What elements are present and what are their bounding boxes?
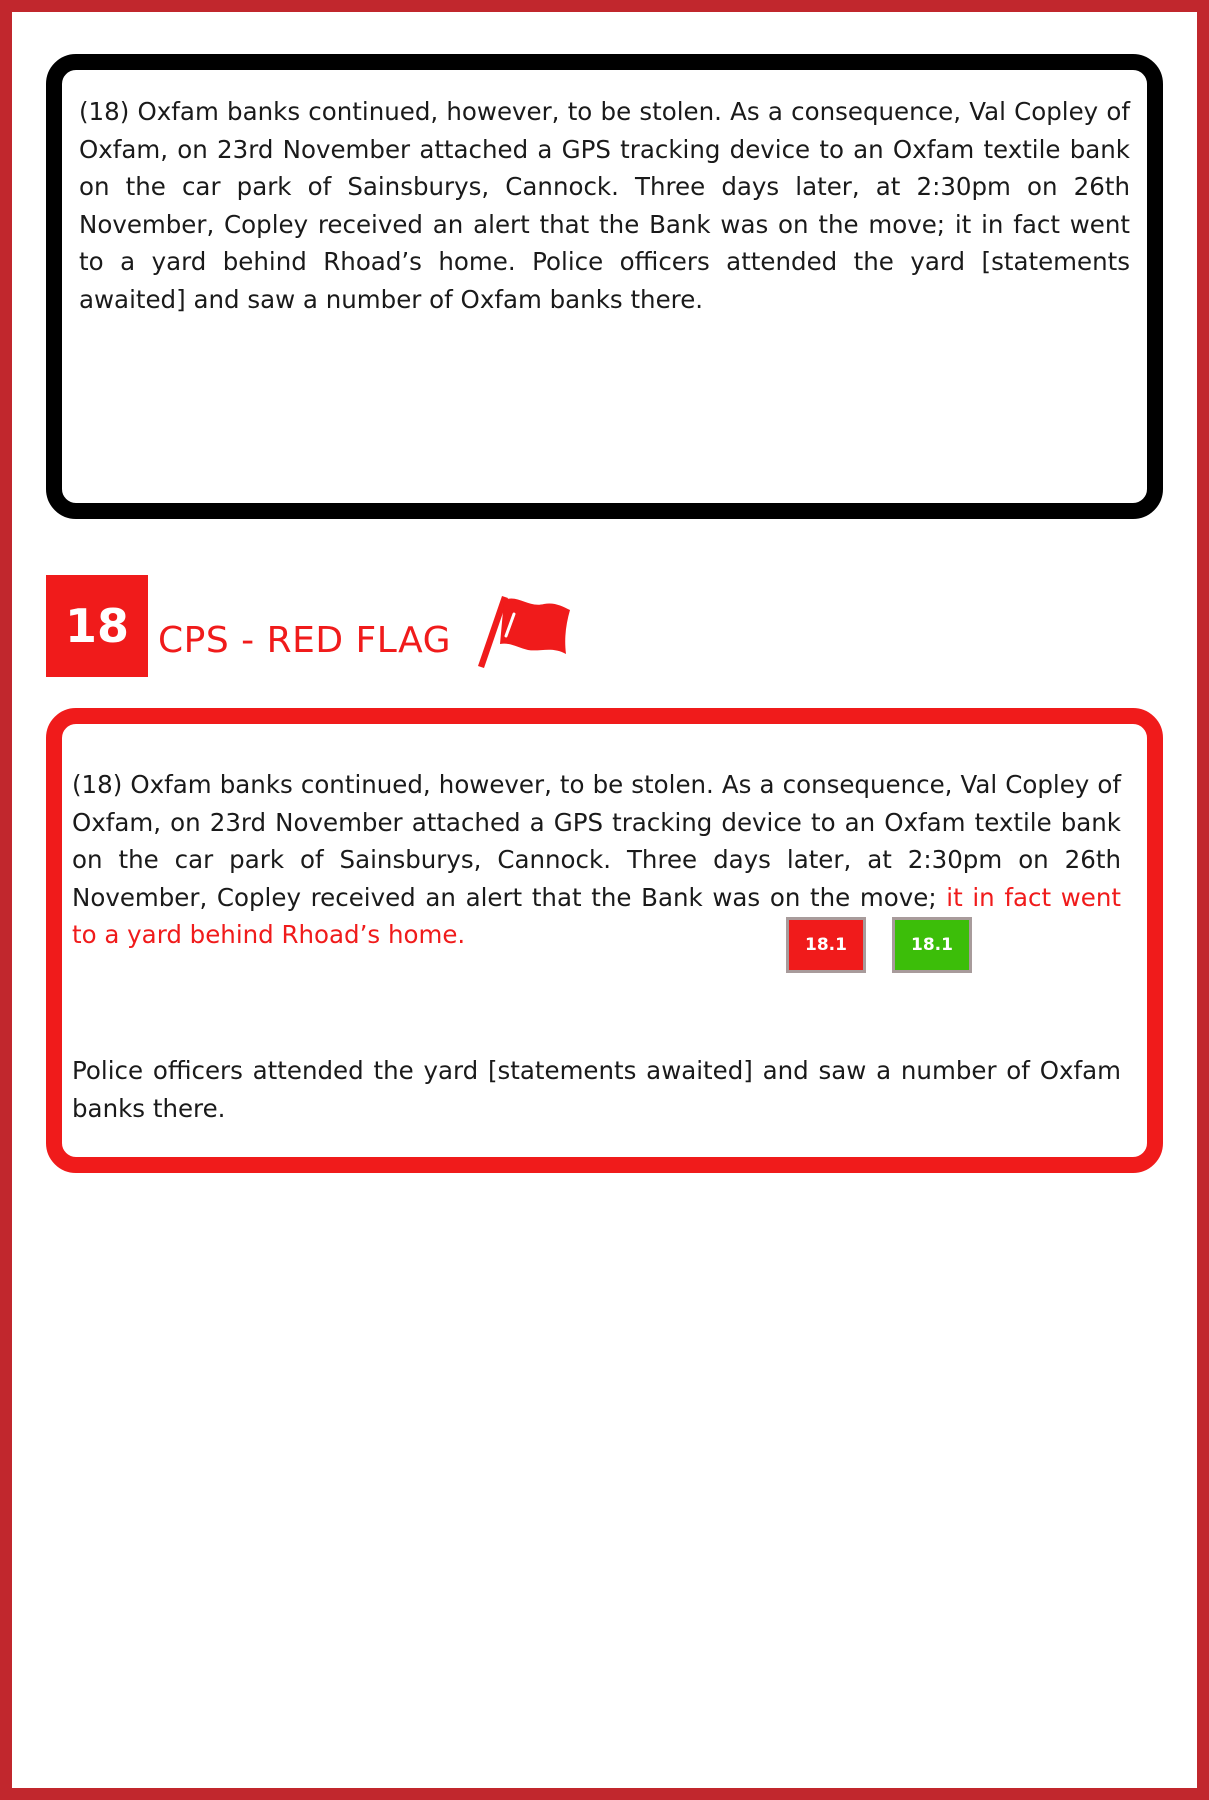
flagged-highlight: it in fact went to a yard behind Rhoad’s home. bbox=[72, 882, 1121, 949]
section-title: CPS - RED FLAG bbox=[158, 620, 451, 661]
original-text-box bbox=[46, 54, 1163, 519]
flagged-text-before: (18) Oxfam banks continued, however, to be stolen. As a consequence, Val Copley of Oxfam, on 23rd November attached a GPS tracking device to an Oxfam textile bank on the car park of Sainsburys, Cannock. Three days later, at 2:30pm on 26th November, Copley received an alert that the Bank was on the move; bbox=[72, 770, 1121, 912]
flagged-paragraph-after: Police officers attended the yard [statements awaited] and saw a number of Oxfam banks there. bbox=[72, 1056, 1121, 1123]
original-paragraph: (18) Oxfam banks continued, however, to be stolen. As a consequence, Val Copley of Oxfam, on 23rd November attached a GPS tracking device to an Oxfam textile bank on the car park of Sainsburys, Cannock. Three days later, at 2:30pm on 26th November, Copley received an alert that the Bank was on the move; it in fact went to a yard behind Rhoad’s home. Police officers attended the yard [statements awaited] and saw a number of Oxfam banks there. bbox=[79, 97, 1130, 314]
section-number-badge: 18 bbox=[46, 575, 148, 677]
red-flag-icon bbox=[478, 592, 574, 674]
flagged-text-box bbox=[46, 708, 1163, 1173]
red-reference-tag[interactable]: 18.1 bbox=[786, 917, 866, 973]
green-reference-tag[interactable]: 18.1 bbox=[892, 917, 972, 973]
